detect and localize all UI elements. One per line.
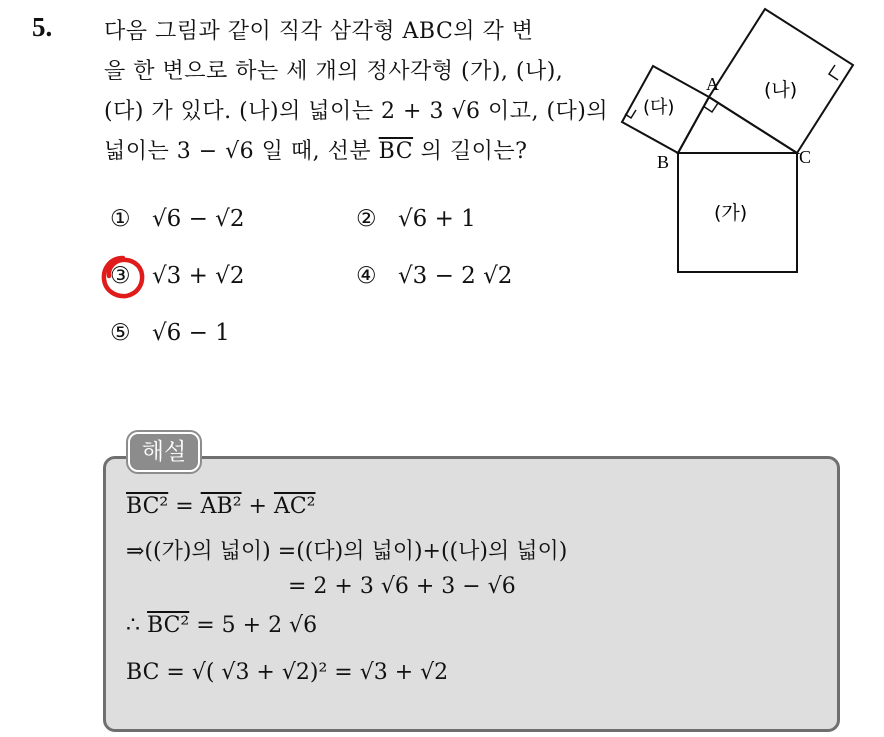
question-line-3: (다) 가 있다. (나)의 넓이는 2 + 3 √6 이고, (다)의 xyxy=(104,99,609,124)
choice-number: ⑤ xyxy=(110,320,131,346)
square-ga xyxy=(678,153,797,272)
vertex-b-label: B xyxy=(657,152,670,172)
question-text: 넓이는 3 − √6 일 때, 선분 xyxy=(104,139,372,164)
ab-squared: AB² xyxy=(200,494,242,519)
choice-text: √3 − 2 √2 xyxy=(398,263,513,289)
solution-tag: 해설 xyxy=(128,432,200,472)
solution-line-1 xyxy=(126,494,316,519)
bc-squared: BC² xyxy=(147,613,190,638)
right-angle-mark xyxy=(703,103,718,112)
question-line-1: 다음 그림과 같이 직각 삼각형 ABC의 각 변 xyxy=(104,19,534,44)
ac-squared: AC² xyxy=(273,494,316,519)
vertex-c-label: C xyxy=(799,147,812,167)
plus: + xyxy=(241,494,274,519)
question-line-2: 을 한 변으로 하는 세 개의 정사각형 (가), (나), xyxy=(104,59,564,84)
choice-number: ② xyxy=(356,206,377,232)
solution-line-4 xyxy=(126,613,317,638)
choice-text: √6 + 1 xyxy=(398,206,476,232)
square-da xyxy=(622,66,709,153)
answer-circle-mark xyxy=(100,254,146,300)
square-na xyxy=(709,9,853,153)
choice-2[interactable] xyxy=(356,206,476,232)
question-text-end: 의 길이는? xyxy=(420,139,528,164)
choice-text: √6 − 1 xyxy=(152,320,230,346)
solution-line-5: BC = √( √3 + √2)² = √3 + √2 xyxy=(126,660,449,685)
therefore-symbol: ∴ xyxy=(126,613,140,638)
choice-4[interactable] xyxy=(356,263,512,289)
bc-squared: BC² xyxy=(126,494,169,519)
square-ga-label: (가) xyxy=(714,202,748,224)
choice-5[interactable] xyxy=(110,320,230,346)
choice-number: ④ xyxy=(356,263,377,289)
question-number: 5. xyxy=(32,12,53,42)
triangle-abc xyxy=(678,97,797,153)
vertex-a-label: A xyxy=(706,74,719,94)
choice-number: ③ xyxy=(110,263,131,289)
choice-number: ① xyxy=(110,206,131,232)
choice-text: √3 + √2 xyxy=(152,263,245,289)
result: = 5 + 2 √6 xyxy=(189,613,318,638)
solution-line-3: = 2 + 3 √6 + 3 − √6 xyxy=(288,574,516,599)
solution-line-2: ⇒((가)의 넓이) =((다)의 넓이)+((나)의 넓이) xyxy=(126,539,568,564)
equals: = xyxy=(168,494,201,519)
square-na-label: (나) xyxy=(764,79,798,101)
question-line-4 xyxy=(104,134,527,165)
choice-1[interactable] xyxy=(110,206,244,232)
choice-text: √6 − √2 xyxy=(152,206,245,232)
square-da-label: (다) xyxy=(643,97,675,118)
segment-bc: $\overline{BC}$ xyxy=(378,139,414,164)
